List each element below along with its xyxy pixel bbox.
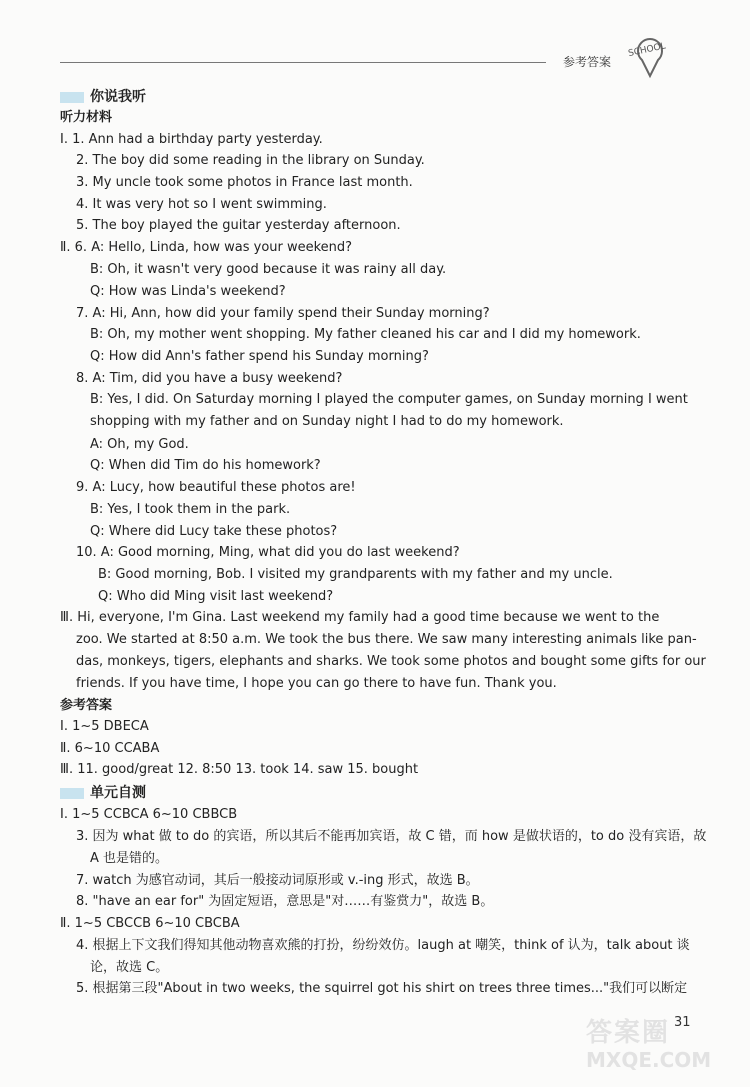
text-line: Ⅰ. 1. Ann had a birthday party yesterday. — [60, 132, 323, 147]
text-line: 2. The boy did some reading in the library on Sunday. — [76, 153, 425, 168]
text-line: 5. 根据第三段"About in two weeks, the squirrel got his shirt on trees three times..."我们可以断定 — [76, 981, 688, 996]
text-line: 7. A: Hi, Ann, how did your family spend their Sunday morning? — [76, 306, 490, 321]
text-line: 3. My uncle took some photos in France last month. — [76, 175, 413, 190]
text-line: Ⅰ. 1~5 CCBCA 6~10 CBBCB — [60, 807, 238, 822]
page-number: 31 — [674, 1015, 691, 1030]
text-line: Ⅱ. 6~10 CCABA — [60, 741, 160, 756]
text-line: 3. 因为 what 做 to do 的宾语，所以其后不能再加宾语，故 C 错，而 how 是做状语的，to do 没有宾语，故 — [76, 829, 707, 844]
section-title-test: 单元自测 — [60, 785, 146, 801]
text-line: 9. A: Lucy, how beautiful these photos are! — [76, 480, 356, 495]
text-line: 8. A: Tim, did you have a busy weekend? — [76, 371, 343, 386]
text-line: B: Good morning, Bob. I visited my grandparents with my father and my uncle. — [98, 567, 613, 582]
text-line: A 也是错的。 — [90, 851, 169, 866]
text-line: Q: How did Ann's father spend his Sunday morning? — [90, 349, 429, 364]
text-line: 8. "have an ear for" 为固定短语，意思是"对……有鉴赏力"，故选 B。 — [76, 894, 494, 909]
text-line: zoo. We started at 8:50 a.m. We took the bus there. We saw many interesting animals like pan- — [76, 632, 697, 647]
text-line: Q: Who did Ming visit last weekend? — [98, 589, 334, 604]
text-line: Q: When did Tim do his homework? — [90, 458, 321, 473]
text-line: friends. If you have time, I hope you can go there to have fun. Thank you. — [76, 676, 557, 691]
text-line: B: Yes, I did. On Saturday morning I played the computer games, on Sunday morning I went — [90, 392, 688, 407]
text-line: 5. The boy played the guitar yesterday afternoon. — [76, 218, 401, 233]
text-line: B: Oh, it wasn't very good because it was rainy all day. — [90, 262, 447, 277]
text-line: 7. watch 为感官动词，其后一般接动词原形或 v.-ing 形式，故选 B。 — [76, 873, 479, 888]
text-line: Ⅲ. Hi, everyone, I'm Gina. Last weekend my family had a good time because we went to the — [60, 610, 660, 625]
text-line: shopping with my father and on Sunday night I had to do my homework. — [90, 414, 564, 429]
text-line: Ⅱ. 1~5 CBCCB 6~10 CBCBA — [60, 916, 240, 931]
text-line: B: Yes, I took them in the park. — [90, 502, 291, 517]
text-line: 论，故选 C。 — [90, 960, 169, 975]
text-line: A: Oh, my God. — [90, 437, 189, 452]
text-line: Q: Where did Lucy take these photos? — [90, 524, 338, 539]
header-rule — [60, 62, 546, 63]
header-label: 参考答案 — [563, 55, 612, 69]
text-line: das, monkeys, tigers, elephants and sharks. We took some photos and bought some gifts for our — [76, 654, 706, 669]
text-line: 4. It was very hot so I went swimming. — [76, 197, 327, 212]
section-title-listen: 你说我听 — [60, 89, 146, 105]
text-line: Q: How was Linda's weekend? — [90, 284, 286, 299]
text-line: Ⅲ. 11. good/great 12. 8:50 13. took 14. saw 15. bought — [60, 762, 419, 777]
text-line: Ⅰ. 1~5 DBECA — [60, 719, 149, 734]
listening-heading: 听力材料 — [60, 110, 113, 125]
text-line: 10. A: Good morning, Ming, what did you do last weekend? — [76, 545, 460, 560]
section-tag — [60, 92, 84, 103]
text-line: Ⅱ. 6. A: Hello, Linda, how was your weekend? — [60, 240, 353, 255]
text-line: B: Oh, my mother went shopping. My father cleaned his car and I did my homework. — [90, 327, 641, 342]
text-line: 4. 根据上下文我们得知其他动物喜欢熊的打扮，纷纷效仿。laugh at 嘲笑，think of 认为，talk about 谈 — [76, 938, 690, 953]
watermark: 答案圈 MXQE.COM — [586, 1018, 712, 1072]
logo-text: SCHOOL — [628, 41, 667, 60]
school-logo — [628, 36, 676, 84]
answer-heading: 参考答案 — [60, 698, 113, 713]
section-tag — [60, 788, 84, 799]
